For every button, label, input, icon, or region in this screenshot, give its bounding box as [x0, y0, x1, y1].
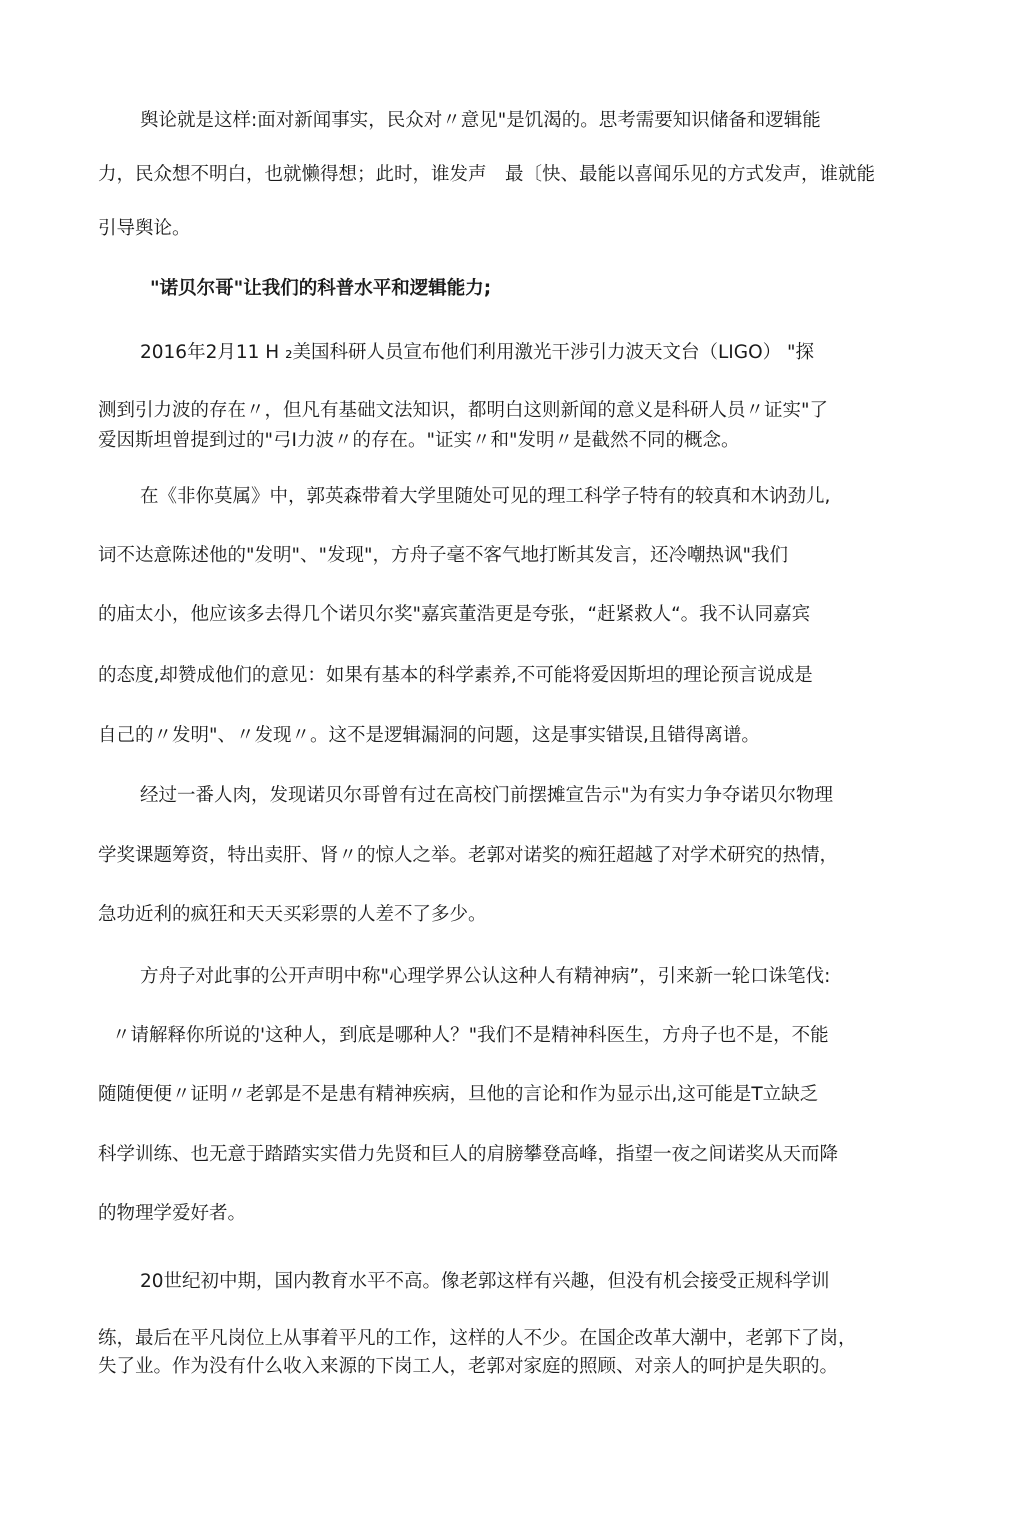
paragraph-6-line-2: 练，最后在平凡岗位上从事着平凡的工作，这样的人不少。在国企改革大潮中，老郭下了岗，	[98, 1328, 857, 1349]
paragraph-3-line-1: 在《非你莫属》中，郭英森带着大学里随处可见的理工科学子特有的较真和木讷劲儿,	[140, 486, 831, 507]
paragraph-2-line-2: 测到引力波的存在〃，但凡有基础文法知识，都明白这则新闻的意义是科研人员〃证实"了	[98, 400, 829, 421]
paragraph-3-line-3: 的庙太小，他应该多去得几个诺贝尔奖"嘉宾董浩更是夸张，“赶紧救人“。我不认同嘉宾	[98, 604, 811, 625]
paragraph-5-line-1: 方舟子对此事的公开声明中称"心理学界公认这种人有精神病”，引来新一轮口诛笔伐:	[140, 966, 831, 987]
paragraph-1-line-3: 引导舆论。	[98, 218, 191, 239]
paragraph-2-line-3: 爱因斯坦曾提到过的"弓I力波〃的存在。"证实〃和"发明〃是截然不同的概念。	[98, 430, 740, 451]
paragraph-4-line-3: 急功近利的疯狂和天天买彩票的人差不了多少。	[98, 904, 487, 925]
paragraph-3-line-2: 词不达意陈述他的"发明"、"发现"，方舟子毫不客气地打断其发言，还冷嘲热讽"我们	[98, 545, 789, 566]
paragraph-5-line-5: 的物理学爱好者。	[98, 1203, 247, 1224]
paragraph-5-line-4: 科学训练、也无意于踏踏实实借力先贤和巨人的肩膀攀登高峰，指望一夜之间诺奖从天而降	[98, 1144, 839, 1165]
paragraph-6-line-3: 失了业。作为没有什么收入来源的下岗工人，老郭对家庭的照顾、对亲人的呵护是失职的。	[98, 1356, 839, 1377]
paragraph-5-line-2: 〃请解释你所说的'这种人，到底是哪种人？"我们不是精神科医生，方舟子也不是，不能	[112, 1025, 829, 1046]
paragraph-4-line-2: 学奖课题筹资，特出卖肝、肾〃的惊人之举。老郭对诺奖的痴狂超越了对学术研究的热情，	[98, 845, 839, 866]
paragraph-5-line-3: 随随便便〃证明〃老郭是不是患有精神疾病，旦他的言论和作为显示出,这可能是T立缺乏	[98, 1084, 819, 1105]
paragraph-3-line-4: 的态度,却赞成他们的意见：如果有基本的科学素养,不可能将爱因斯坦的理论预言说成是	[98, 665, 813, 686]
paragraph-4-line-1: 经过一番人肉，发现诺贝尔哥曾有过在高校门前摆摊宣告示"为有实力争夺诺贝尔物理	[140, 785, 834, 806]
paragraph-3-line-5: 自己的〃发明"、〃发现〃。这不是逻辑漏洞的问题，这是事实错误,且错得离谱。	[98, 725, 760, 746]
paragraph-6-line-1: 20世纪初中期，国内教育水平不高。像老郭这样有兴趣，但没有机会接受正规科学训	[140, 1271, 830, 1292]
section-heading: "诺贝尔哥"让我们的科普水平和逻辑能力;	[150, 278, 492, 299]
paragraph-2-line-1: 2016年2月11 H ₂美国科研人员宣布他们利用激光干涉引力波天文台（LIGO） "探	[140, 342, 815, 363]
paragraph-1-line-2: 力，民众想不明白，也就懒得想；此时，谁发声 最〔快、最能以喜闻乐见的方式发声，谁就能	[98, 164, 876, 185]
paragraph-1-line-1: 舆论就是这样:面对新闻事实，民众对〃意见"是饥渴的。思考需要知识储备和逻辑能	[140, 110, 821, 131]
